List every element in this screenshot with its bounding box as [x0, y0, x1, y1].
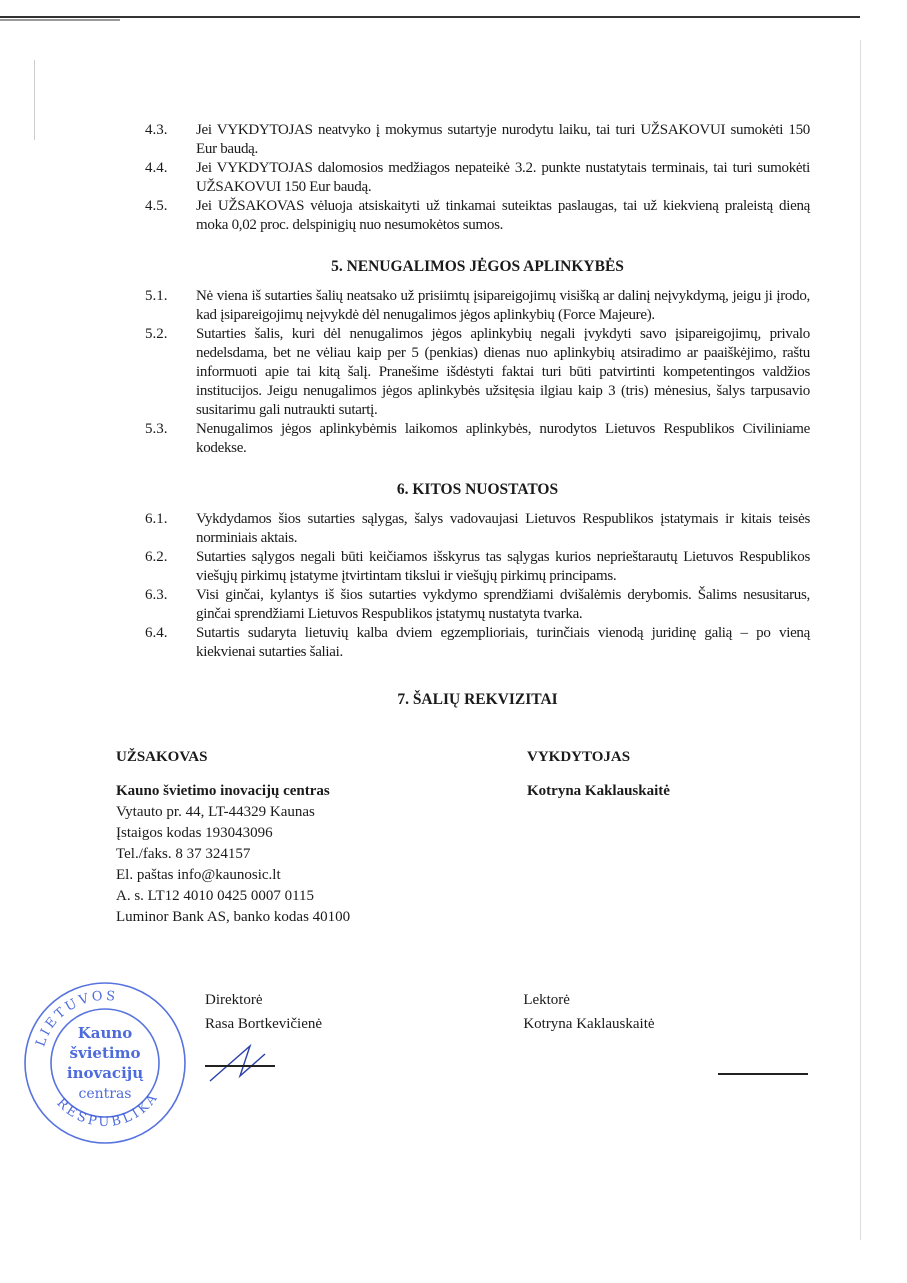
clause-text: Visi ginčai, kylantys iš šios sutarties vykdymo sprendžiami dvišalėmis derybomis. Šalims nesusitarus, ginčai sprendžiami Lietuvos Respublikos įstatymų nustatyta tvarka. — [196, 587, 810, 622]
clause-6-2 — [145, 548, 810, 586]
clause-number: 5.2. — [145, 326, 168, 342]
clause-text: Sutartis sudaryta lietuvių kalba dviem egzemplioriais, turinčiais vienodą juridinę galią – po vieną kiekvienai sutarties šaliai. — [196, 625, 810, 660]
customer-details — [116, 747, 527, 928]
clause-text: Jei VYKDYTOJAS dalomosios medžiagos nepateikė 3.2. punkte nustatytais terminais, tai turi sumokėti UŽSAKOVUI 150 Eur baudą. — [196, 160, 810, 195]
svg-text:centras: centras — [78, 1086, 132, 1102]
official-stamp — [20, 978, 190, 1148]
section-6-heading: 6. KITOS NUOSTATOS — [396, 481, 559, 498]
customer-signature-block — [205, 988, 523, 1168]
customer-address: Vytauto pr. 44, LT-44329 Kaunas — [116, 804, 315, 820]
clause-6-3 — [145, 586, 810, 624]
signature-row — [33, 988, 810, 1168]
contractor-details — [527, 747, 807, 928]
contractor-signature-line — [718, 1073, 808, 1075]
svg-text:inovacijų: inovacijų — [66, 1064, 144, 1082]
contractor-role: VYKDYTOJAS — [527, 749, 631, 765]
clause-5-1 — [145, 287, 810, 325]
customer-org: Kauno švietimo inovacijų centras — [116, 783, 330, 799]
clause-4-3 — [145, 121, 810, 159]
clause-number: 4.5. — [145, 198, 168, 214]
clause-number: 5.3. — [145, 421, 168, 437]
customer-code: Įstaigos kodas 193043096 — [116, 825, 273, 841]
svg-text:švietimo: švietimo — [69, 1044, 141, 1062]
clause-number: 6.4. — [145, 625, 168, 641]
clause-number: 5.1. — [145, 288, 168, 304]
customer-sign-name: Rasa Bortkevičienė — [205, 1016, 323, 1032]
clause-number: 6.2. — [145, 549, 168, 565]
contractor-sign-name: Kotryna Kaklauskaitė — [523, 1016, 655, 1032]
svg-text:LIETUVOS: LIETUVOS — [33, 988, 119, 1049]
clause-text: Jei UŽSAKOVAS vėluoja atsiskaityti už tinkamai suteiktas paslaugas, tai už kiekvieną praleistą dieną moka 0,02 proc. delspinigių nuo nesumokėtos sumos. — [196, 198, 810, 233]
clause-text: Nenugalimos jėgos aplinkybėmis laikomos aplinkybės, nurodytos Lietuvos Respublikos Civiliniame kodekse. — [196, 421, 810, 456]
customer-bank: Luminor Bank AS, banko kodas 40100 — [116, 909, 351, 925]
clause-6-1 — [145, 510, 810, 548]
contractor-signature-block — [523, 988, 810, 1168]
clause-4-4 — [145, 159, 810, 197]
customer-phone: Tel./faks. 8 37 324157 — [116, 846, 251, 862]
clause-text: Sutarties šalis, kuri dėl nenugalimos jėgos aplinkybių negali įvykdyti savo įsipareigojimų, privalo nedelsdama, bet ne vėliau kaip per 5 (penkias) dienas nuo aplinkybių atsiradimo ar paaiškėjimo, raštu informuoti apie tai kitą šalį. Pranešime išdėstyti faktai turi būti patvirtinti kompetentingos valdžios institucijos. Jeigu nenugalimos jėgos aplinkybės užsitęsia ilgiau kaip 3 (tris) mėnesius, šalys tarpusavio susitarimu gali nutraukti sutartį. — [196, 326, 810, 418]
scan-right-edge — [860, 40, 861, 1240]
clause-text: Nė viena iš sutarties šalių neatsako už prisiimtų įsipareigojimų visišką ar dalinį neįvykdymą, jeigu ji įrodo, kad įsipareigojimų neįvykdė dėl nenugalimos jėgos aplinkybių (Force Majeure). — [196, 288, 810, 323]
clause-text: Sutarties sąlygos negali būti keičiamos išskyrus tas sąlygas kurios neprieštarautų Lietuvos Respublikos viešųjų pirkimų įstatyme įtvirtintam tikslui ir viešųjų pirkimų principams. — [196, 549, 810, 584]
section-7-heading: 7. ŠALIŲ REKVIZITAI — [397, 691, 558, 708]
customer-account: A. s. LT12 4010 0425 0007 0115 — [116, 888, 315, 904]
signature-mark — [205, 1036, 275, 1086]
svg-text:Kauno: Kauno — [77, 1024, 133, 1042]
clause-text: Vykdydamos šios sutarties sąlygas, šalys vadovaujasi Lietuvos Respublikos įstatymais ir kitais teisės norminiais aktais. — [196, 511, 810, 546]
contractor-sign-title: Lektorė — [523, 992, 570, 1008]
clause-5-3 — [145, 420, 810, 458]
contract-page — [33, 121, 810, 1168]
party-details — [116, 747, 810, 928]
customer-email: El. paštas info@kaunosic.lt — [116, 867, 281, 883]
clause-6-4 — [145, 624, 810, 662]
clause-4-5 — [145, 197, 810, 235]
clause-5-2 — [145, 325, 810, 420]
customer-sign-title: Direktorė — [205, 992, 263, 1008]
section-5-heading: 5. NENUGALIMOS JĖGOS APLINKYBĖS — [331, 258, 624, 275]
contractor-name: Kotryna Kaklauskaitė — [527, 783, 670, 799]
svg-text:RESPUBLIKA: RESPUBLIKA — [53, 1089, 163, 1131]
clause-number: 6.1. — [145, 511, 168, 527]
clause-text: Jei VYKDYTOJAS neatvyko į mokymus sutartyje nurodytu laiku, tai turi UŽSAKOVUI sumokėti 150 Eur baudą. — [196, 122, 810, 157]
clause-number: 4.4. — [145, 160, 168, 176]
scan-top-border — [0, 16, 860, 18]
scan-left-edge — [34, 60, 35, 140]
clause-number: 4.3. — [145, 122, 168, 138]
customer-role: UŽSAKOVAS — [116, 749, 208, 765]
clause-number: 6.3. — [145, 587, 168, 603]
scan-top-border-shadow — [0, 19, 120, 21]
